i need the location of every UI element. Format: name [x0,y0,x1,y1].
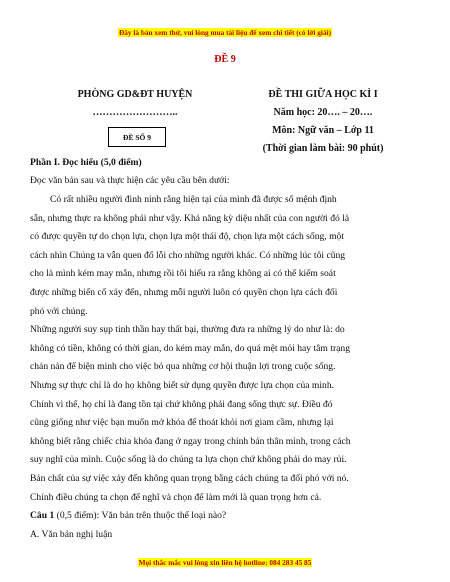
passage-line: Chính điều chúng ta chọn để nghĩ và chọn để làm mới là quan trọng hơn cả. [30,491,322,503]
passage-line: cách nhìn Chúng ta vẫn quen đổ lỗi cho những người khác. Có những lúc tôi cũng [30,249,346,261]
passage-line: Chính vì thế, họ chỉ là đang tồn tại chứ không phải đang sống thực sự. Điều đó [30,398,333,410]
passage-line: không biết rằng chiếc chìa khóa đang ở ngay trong chính bản thân mình, trong cách [30,435,351,447]
passage-line: có được quyền tự do chọn lựa, chọn lựa một thái độ, chọn lựa một cách sống, một [30,231,345,243]
passage-line: phó với chúng. [30,305,88,317]
passage-line: chán nản để biện minh cho việc bỏ qua những cơ hội thuận lợi trong cuộc sống. [30,361,336,373]
exam-title: ĐỀ THI GIỮA HỌC KÌ I [268,89,378,100]
question-1-option-a: A. Văn bản nghị luận [30,529,113,540]
passage-line: cũng giống như việc bạn muốn mở khóa để thoát khỏi nơi giam cầm, nhưng lại [30,417,334,429]
passage-line: sẵn, nhưng thực ra không phải như vậy. Khả năng kỳ diệu nhất của con người đó là [30,212,350,224]
section-title: Phần I. Đọc hiểu (5,0 điểm) [30,157,142,168]
instruction: Đọc văn bản sau và thực hiện các yêu cầu bên dưới: [30,175,230,186]
passage-line: không có tiền, không có thời gian, do kém may mắn, do quá mệt mỏi hay tâm trạng [30,342,351,354]
passage [30,191,422,507]
bottom-banner: Mọi thắc mắc vui lòng xin liên hệ hotline: 084 283 45 85 [138,558,312,567]
passage-line: được những biến cố xảy đến, nhưng mỗi người luôn có quyền chọn lựa cách đối [30,286,338,298]
question-1-text: (0,5 điểm): Văn bản trên thuộc thể loại nào? [54,510,227,521]
exam-number-box: ĐỀ SỐ 9 [108,127,166,147]
question-1 [30,507,422,526]
time-limit: (Thời gian làm bài: 90 phút) [262,143,384,154]
passage-line: suy nghĩ của mình. Cuộc sống là do chúng ta lựa chọn chứ không phải do may rủi. [30,454,347,466]
passage-line: Những người suy sụp tinh thần hay thất bại, thường đưa ra những lý do như là: do [30,324,345,336]
passage-line: cho là mình kém may mắn, nhưng rồi tôi hiểu ra rằng không ai có thể kiểm soát [30,268,336,280]
passage-line: Bản chất của sự việc xảy đến không quan trọng bằng cách chúng ta đối phó với nó. [30,472,349,484]
question-1-label: Câu 1 [30,510,55,521]
exam-code-title: ĐỀ 9 [214,54,236,65]
passage-line: Nhưng sự thực chỉ là do họ không biết sử dụng quyền được lựa chọn của mình. [30,379,335,391]
subject: Môn: Ngữ văn – Lớp 11 [272,125,374,136]
passage-line: Có rất nhiều người đinh ninh rằng hiện tại của mình đã được số mệnh định [50,194,337,205]
school-year: Năm học: 20…. – 20…. [273,107,373,118]
top-banner: Đây là bản xem thử, vui lòng mua tài liệu để xem chi tiết (có lời giải) [118,28,332,37]
department-name: PHÒNG GD&ĐT HUYỆN [77,89,193,100]
district-placeholder: …………………….. [92,107,178,118]
